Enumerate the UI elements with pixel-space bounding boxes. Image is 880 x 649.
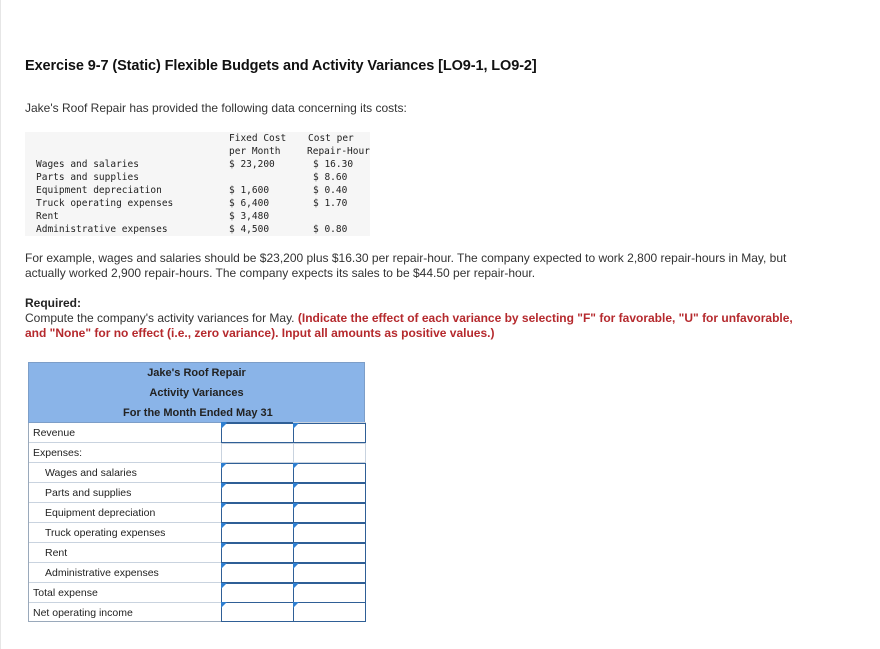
variance-input-total-expense[interactable] xyxy=(221,583,294,604)
required-heading: Required: xyxy=(25,296,82,310)
header-per-month: per Month xyxy=(229,146,281,157)
row-label-depreciation: Equipment depreciation xyxy=(45,507,156,519)
cost-row xyxy=(25,184,370,197)
left-border xyxy=(0,0,1,649)
variable-cost-value: $ 8.60 xyxy=(313,172,348,183)
intro-text: Jake's Roof Repair has provided the following data concerning its costs: xyxy=(25,101,407,115)
row-label-parts: Parts and supplies xyxy=(45,487,132,499)
table-header xyxy=(28,362,365,423)
effect-select-rent[interactable] xyxy=(293,543,366,563)
effect-select-wages[interactable] xyxy=(293,463,366,483)
fixed-cost-value: $ 23,200 xyxy=(229,159,275,170)
row-label-rent: Rent xyxy=(45,547,68,559)
required-task: Compute the company's activity variances for May. xyxy=(25,311,295,325)
fixed-cost-value: $ 4,500 xyxy=(229,224,270,235)
variance-input-depreciation[interactable] xyxy=(221,503,294,523)
row-label-wages: Wages and salaries xyxy=(45,467,137,479)
report-title: Activity Variances xyxy=(149,387,244,399)
cost-row xyxy=(25,158,370,171)
row-label-expenses: Expenses: xyxy=(33,447,83,459)
fixed-cost-value: $ 6,400 xyxy=(229,198,270,209)
table-body xyxy=(28,423,365,622)
effect-select-total-expense[interactable] xyxy=(293,583,366,604)
required-text xyxy=(25,311,805,341)
variance-cell-expenses xyxy=(221,443,294,463)
cost-label: Administrative expenses xyxy=(36,224,168,235)
effect-cell-expenses xyxy=(293,443,366,463)
report-period: For the Month Ended May 31 xyxy=(123,407,273,419)
cost-label: Parts and supplies xyxy=(36,172,139,183)
variable-cost-value: $ 1.70 xyxy=(313,198,348,209)
row-label-revenue: Revenue xyxy=(33,427,76,439)
example-paragraph: For example, wages and salaries should be $23,200 plus $16.30 per repair-hour. The company expected to work 2,800 repair-hours in May, but actually worked 2,900 repair-hours. The company expects its sales to be $44.50 per repair-hour. xyxy=(25,251,787,280)
cost-row xyxy=(25,197,370,210)
header-repair-hour: Repair-Hour xyxy=(307,146,370,157)
variance-input-truck[interactable] xyxy=(221,523,294,543)
cost-label: Wages and salaries xyxy=(36,159,139,170)
variable-cost-value: $ 0.40 xyxy=(313,185,348,196)
row-label-admin: Administrative expenses xyxy=(45,567,159,579)
variance-input-net-income[interactable] xyxy=(221,602,294,622)
exercise-title: Exercise 9-7 (Static) Flexible Budgets and Activity Variances [LO9-1, LO9-2] xyxy=(25,58,537,74)
variance-input-parts[interactable] xyxy=(221,483,294,503)
company-name: Jake's Roof Repair xyxy=(147,367,246,379)
cost-header-row-2 xyxy=(25,145,370,158)
cost-row xyxy=(25,210,370,223)
cost-label: Equipment depreciation xyxy=(36,185,162,196)
cost-label: Rent xyxy=(36,211,59,222)
cost-row xyxy=(25,223,370,236)
variance-input-rent[interactable] xyxy=(221,543,294,563)
effect-select-revenue[interactable] xyxy=(293,423,366,443)
fixed-cost-value: $ 1,600 xyxy=(229,185,270,196)
effect-select-truck[interactable] xyxy=(293,523,366,543)
variable-cost-value: $ 16.30 xyxy=(313,159,354,170)
row-label-truck: Truck operating expenses xyxy=(45,527,166,539)
cost-label: Truck operating expenses xyxy=(36,198,174,209)
effect-select-parts[interactable] xyxy=(293,483,366,503)
row-label-net-income: Net operating income xyxy=(33,607,133,619)
effect-select-net-income[interactable] xyxy=(293,602,366,622)
cost-data-table xyxy=(25,132,370,236)
header-cost-per: Cost per xyxy=(308,133,354,144)
effect-select-depreciation[interactable] xyxy=(293,503,366,523)
variance-input-wages[interactable] xyxy=(221,463,294,483)
cost-row xyxy=(25,171,370,184)
variance-input-revenue[interactable] xyxy=(221,423,294,443)
variable-cost-value: $ 0.80 xyxy=(313,224,348,235)
fixed-cost-value: $ 3,480 xyxy=(229,211,270,222)
effect-select-admin[interactable] xyxy=(293,563,366,584)
row-label-total-expense: Total expense xyxy=(33,587,98,599)
cost-header-row-1 xyxy=(25,132,370,145)
required-instruction: (Indicate the effect of each variance by selecting "F" for favorable, "U" for unfavorable, and "None" for no effect (i.e., zero variance). Input all amounts as positive values.) xyxy=(25,311,793,340)
header-fixed-cost: Fixed Cost xyxy=(229,133,287,144)
variance-input-admin[interactable] xyxy=(221,563,294,584)
